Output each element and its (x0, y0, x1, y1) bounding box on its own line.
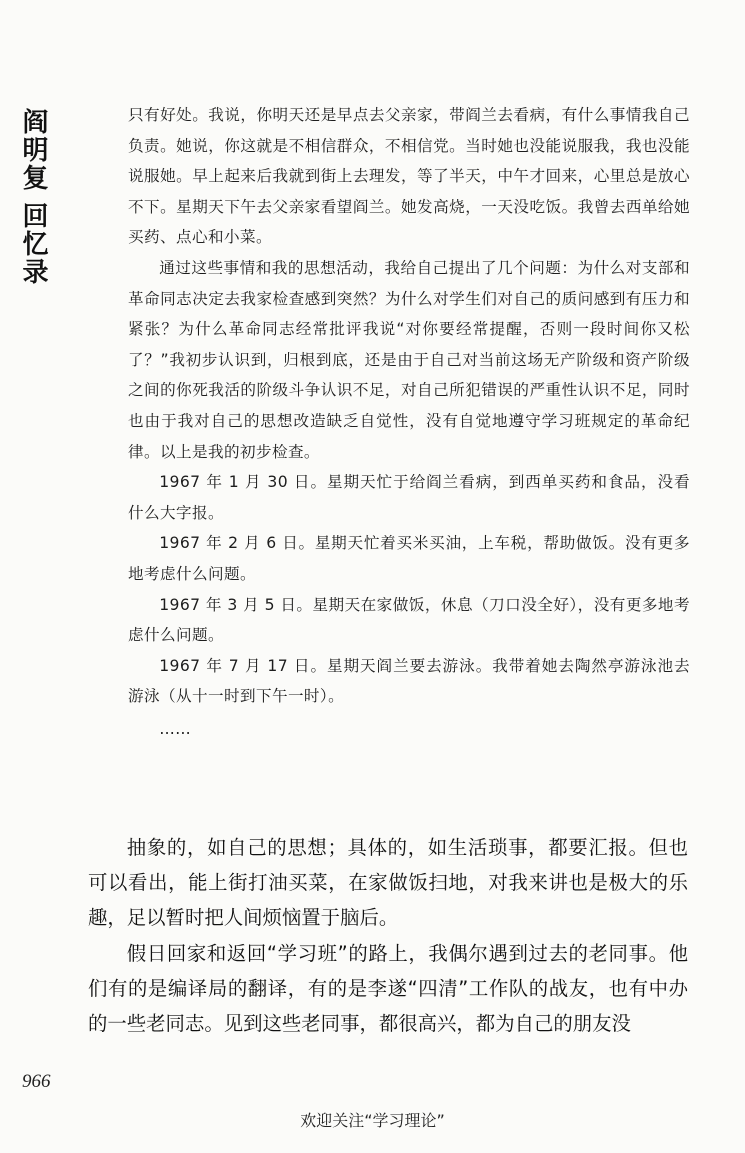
book-title-vertical (20, 108, 48, 286)
book-title-memoir: 回忆录 (18, 202, 48, 286)
book-title-author: 阎明复 (18, 108, 48, 192)
footer-watermark-text: 欢迎关注“学习理论” (300, 1111, 445, 1130)
diary-entry-jan-30: 1967 年 1 月 30 日。星期天忙于给阎兰看病，到西单买药和食品，没看什么大字报。 (128, 473, 690, 522)
body-paragraph-1: 抽象的，如自己的思想；具体的，如生活琐事，都要汇报。但也可以看出，能上街打油买菜，在家做饭扫地，对我来讲也是极大的乐趣，足以暂时把人间烦恼置于脑后。 (88, 836, 688, 930)
body-paragraph-2: 假日回家和返回“学习班”的路上，我偶尔遇到过去的老同事。他们有的是编译局的翻译，有的是李遂“四清”工作队的战友，也有中办的一些老同志。见到这些老同事，都很高兴，都为自己的朋友没 (88, 941, 688, 1036)
quoted-diary-block (128, 100, 690, 744)
diary-entry-feb-6: 1967 年 2 月 6 日。星期天忙着买米买油，上车税，帮助做饭。没有更多地考虑什么问题。 (128, 534, 690, 583)
quote-ellipsis: …… (159, 719, 192, 738)
main-body-text (88, 830, 688, 1041)
diary-entry-mar-5: 1967 年 3 月 5 日。星期天在家做饭，休息（刀口没全好），没有更多地考虑什么问题。 (128, 595, 690, 645)
page-number: 966 (22, 1071, 51, 1092)
quote-paragraph-2: 通过这些事情和我的思想活动，我给自己提出了几个问题：为什么对支部和革命同志决定去我家检查感到突然？为什么对学生们对自己的质问感到有压力和紧张？为什么革命同志经常批评我说“对你要经常提醒，否则一段时间你又松了？”我初步认识到，归根到底，还是由于自己对当前这场无产阶级和资产阶级之间的你死我活的阶级斗争认识不足，对自己所犯错误的严重性认识不足，同时也由于我对自己的思想改造缺乏自觉性，没有自觉地遵守学习班规定的革命纪律。以上是我的初步检查。 (128, 258, 690, 461)
diary-entry-jul-17: 1967 年 7 月 17 日。星期天阎兰要去游泳。我带着她去陶然亭游泳池去游泳（从十一时到下午一时）。 (128, 656, 690, 706)
quote-paragraph-1: 只有好处。我说，你明天还是早点去父亲家，带阎兰去看病，有什么事情我自己负责。她说，你这就是不相信群众，不相信党。当时她也没能说服我，我也没能说服她。早上起来后我就到街上去理发，等了半天，中午才回来，心里总是放心不下。星期天下午去父亲家看望阎兰。她发高烧，一天没吃饭。我曾去西单给她买药、点心和小菜。 (128, 106, 690, 247)
